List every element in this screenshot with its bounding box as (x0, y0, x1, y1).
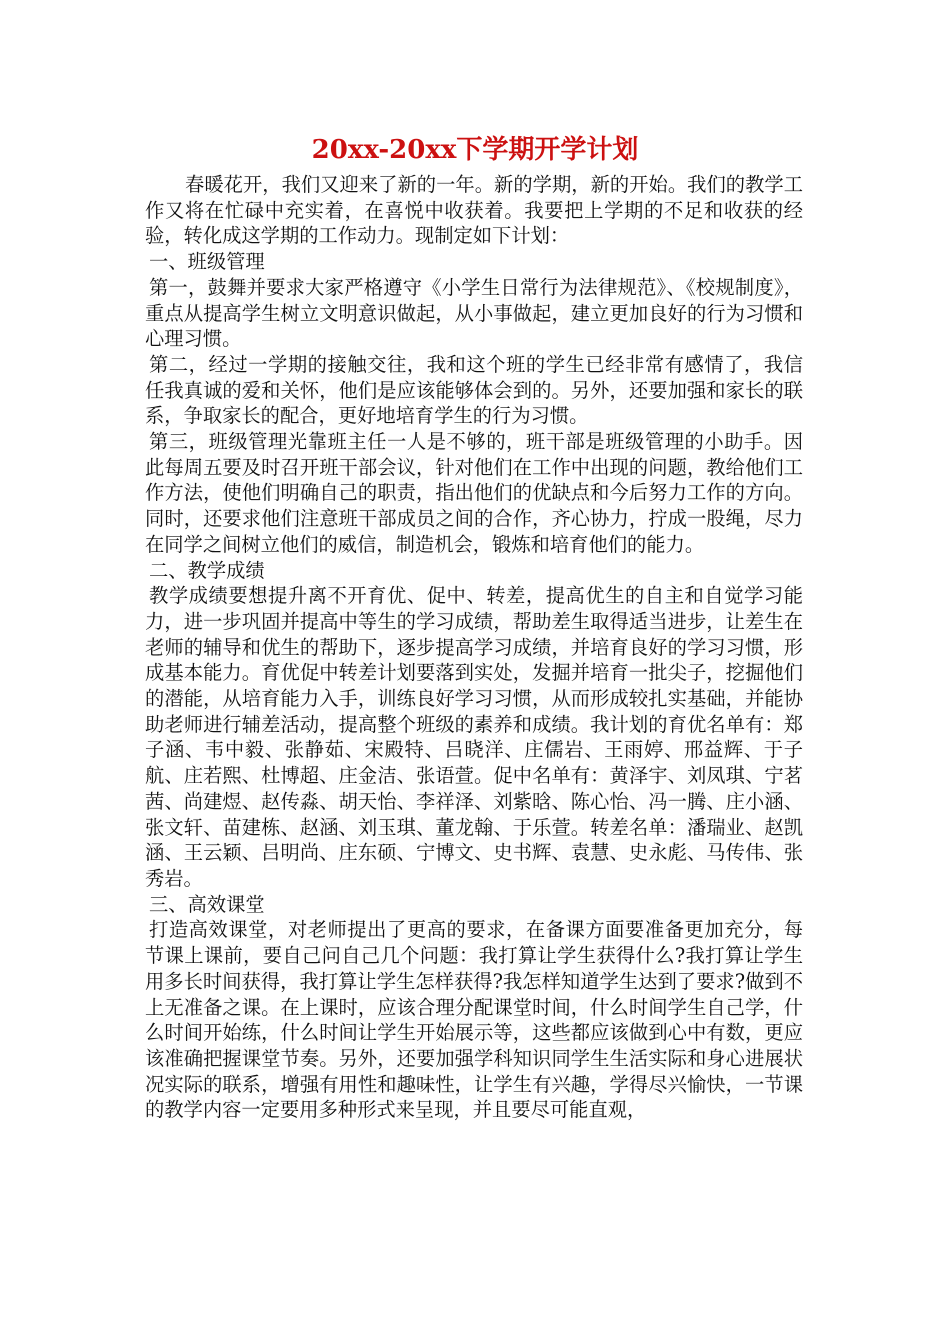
intro-paragraph: 春暖花开，我们又迎来了新的一年。新的学期，新的开始。我们的教学工作又将在忙碌中充实着，在喜悦中收获着。我要把上学期的不足和收获的经验，转化成这学期的工作动力。现制定如下计划： (145, 173, 803, 248)
paragraph-class-management-3: 第三，班级管理光靠班主任一人是不够的，班干部是班级管理的小助手。因此每周五要及时召开班干部会议，针对他们在工作中出现的问题，教给他们工作方法，使他们明确自己的职责，指出他们的优缺点和今后努力工作的方向。同时，还要求他们注意班干部成员之间的合作，齐心协力，拧成一股绳，尽力在同学之间树立他们的威信，制造机会，锻炼和培育他们的能力。 (145, 430, 803, 556)
document-body (145, 172, 803, 1123)
document-title: 20xx-20xx下学期开学计划 (311, 135, 639, 165)
paragraph-efficient-classroom-1: 打造高效课堂，对老师提出了更高的要求，在备课方面要准备更加充分，每节课上课前，要自己问自己几个问题：我打算让学生获得什么?我打算让学生用多长时间获得，我打算让学生怎样获得?我怎样知道学生达到了要求?做到不上无准备之课。在上课时，应该合理分配课堂时间，什么时间学生自己学，什么时间开始练，什么时间让学生开始展示等，这些都应该做到心中有数，更应该准确把握课堂节奏。另外，还要加强学科知识同学生生活实际和身心进展状况实际的联系，增强有用性和趣味性，让学生有兴趣，学得尽兴愉快，一节课的教学内容一定要用多种形式来呈现，并且要尽可能直观， (145, 918, 803, 1122)
paragraph-teaching-results-1: 教学成绩要想提升离不开育优、促中、转差，提高优生的自主和自觉学习能力，进一步巩固并提高中等生的学习成绩，帮助差生取得适当进步，让差生在老师的辅导和优生的帮助下，逐步提高学习成绩，并培育良好的学习习惯，形成基本能力。育优促中转差计划要落到实处，发掘并培育一批尖子，挖掘他们的潜能，从培育能力入手，训练良好学习习惯，从而形成较扎实基础，并能协助老师进行辅差活动，提高整个班级的素养和成绩。我计划的育优名单有：郑子涵、韦中毅、张静茹、宋殿特、吕晓洋、庄儒岩、王雨婷、邢益辉、于子航、庄若熙、杜博超、庄金洁、张语萱。促中名单有：黄泽宇、刘凤琪、宁茗茜、尚建煜、赵传淼、胡天怡、李祥泽、刘紫晗、陈心怡、冯一腾、庄小涵、张文轩、苗建栋、赵涵、刘玉琪、董龙翰、于乐萱。转差名单：潘瑞业、赵凯涵、王云颖、吕明尚、庄东硕、宁博文、史书辉、袁慧、史永彪、马传伟、张秀岩。 (145, 584, 803, 890)
paragraph-class-management-2: 第二，经过一学期的接触交往，我和这个班的学生已经非常有感情了，我信任我真诚的爱和关怀，他们是应该能够体会到的。另外，还要加强和家长的联系，争取家长的配合，更好地培育学生的行为习惯。 (145, 352, 803, 428)
section-heading-teaching-results: 二、教学成绩 (149, 558, 265, 582)
section-heading-efficient-classroom: 三、高效课堂 (149, 892, 265, 916)
paragraph-class-management-1: 第一，鼓舞并要求大家严格遵守《小学生日常行为法律规范》、《校规制度》，重点从提高学生树立文明意识做起，从小事做起，建立更加良好的行为习惯和心理习惯。 (145, 275, 803, 351)
section-heading-class-management: 一、班级管理 (149, 250, 265, 274)
